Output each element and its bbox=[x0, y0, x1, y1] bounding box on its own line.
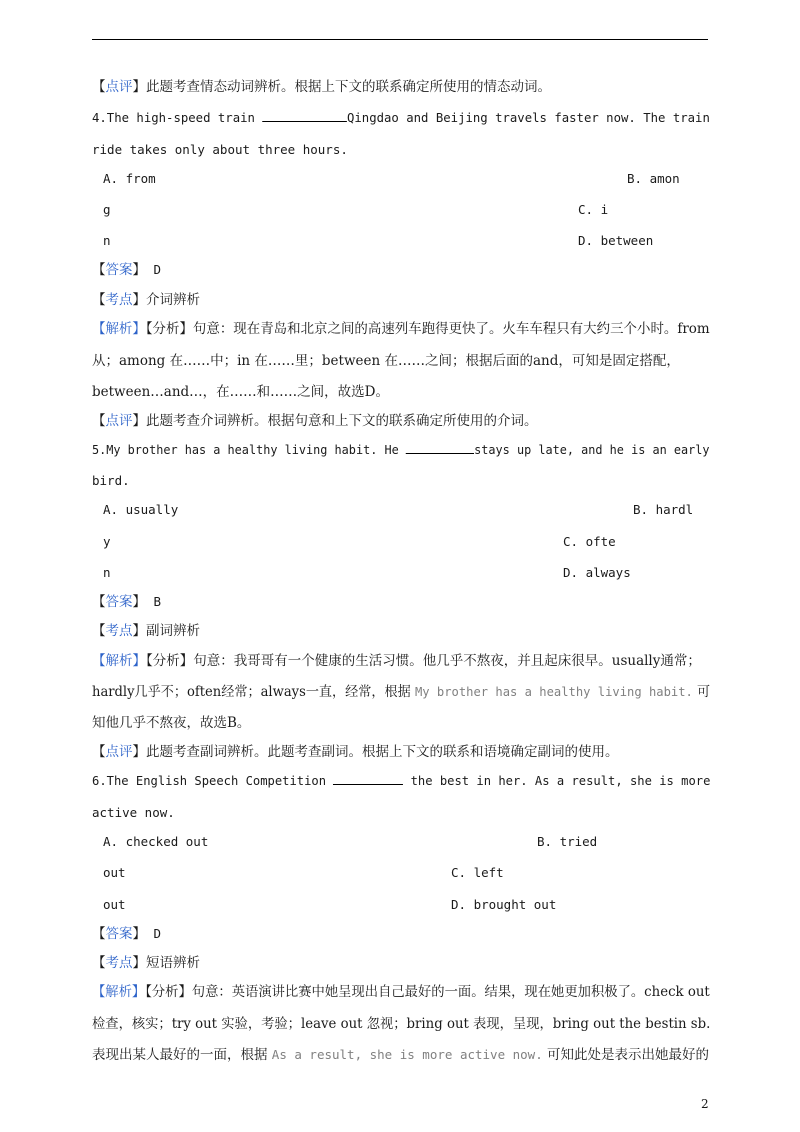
question-6-stem: 6.The English Speech Competition the best in her. As a result, she is more bbox=[92, 773, 711, 788]
analysis-line: between…and…，在……和……之间，故选D。 bbox=[92, 384, 389, 400]
topic-line: 【考点】副词辨析 bbox=[92, 623, 200, 639]
topic-line: 【考点】介词辨析 bbox=[92, 292, 200, 308]
answer-line: 【答案】 D bbox=[92, 262, 162, 278]
analysis-line: hardly几乎不；often经常；always一直，经常，根据 My brother has a healthy living habit. 可 bbox=[92, 684, 711, 700]
option-a: A. usually bbox=[103, 502, 179, 517]
option-d: D. always bbox=[563, 565, 631, 580]
option-c: C. i bbox=[578, 202, 609, 217]
question-5-stem: 5.My brother has a healthy living habit. He stays up late, and he is an early bbox=[92, 442, 710, 457]
analysis-line: 知他几乎不熬夜，故选B。 bbox=[92, 715, 251, 731]
answer-blank bbox=[406, 441, 474, 454]
review-line: 【点评】此题考查介词辨析。根据句意和上下文的联系确定所使用的介词。 bbox=[92, 413, 538, 429]
answer-blank bbox=[262, 109, 347, 122]
option-c-wrap: out bbox=[103, 897, 126, 912]
option-c-wrap: n bbox=[103, 233, 111, 248]
analysis-line: 【解析】【分析】句意：我哥哥有一个健康的生活习惯。他几乎不熬夜，并且起床很早。usually通常； bbox=[92, 653, 701, 669]
review-line-q3: 【点评】此题考查情态动词辨析。根据上下文的联系确定所使用的情态动词。 bbox=[92, 79, 551, 95]
option-c-wrap: n bbox=[103, 565, 111, 580]
option-b: B. amon bbox=[627, 171, 680, 186]
option-c: C. left bbox=[451, 865, 504, 880]
option-b-wrap: g bbox=[103, 202, 111, 217]
header-rule bbox=[92, 39, 708, 40]
option-c: C. ofte bbox=[563, 534, 616, 549]
analysis-line: 检查，核实；try out 实验，考验；leave out 忽视；bring out 表现，呈现，bring out the bestin sb. bbox=[92, 1016, 711, 1032]
analysis-line: 从；among 在……中；in 在……里；between 在……之间；根据后面的and，可知是固定搭配， bbox=[92, 353, 680, 369]
question-4-stem: 4.The high-speed train Qingdao and Beijing travels faster now. The train bbox=[92, 110, 710, 125]
option-b: B. hardl bbox=[633, 502, 694, 517]
topic-line: 【考点】短语辨析 bbox=[92, 955, 200, 971]
review-line: 【点评】此题考查副词辨析。此题考查副词。根据上下文的联系和语境确定副词的使用。 bbox=[92, 744, 619, 760]
analysis-line: 【解析】【分析】句意：现在青岛和北京之间的高速列车跑得更快了。火车车程只有大约三个小时。from bbox=[92, 321, 710, 337]
option-d: D. brought out bbox=[451, 897, 557, 912]
option-d: D. between bbox=[578, 233, 654, 248]
option-b-wrap: y bbox=[103, 534, 111, 549]
answer-line: 【答案】 B bbox=[92, 594, 162, 610]
analysis-line: 【解析】【分析】句意：英语演讲比赛中她呈现出自己最好的一面。结果，现在她更加积极了。check out bbox=[92, 984, 710, 1000]
question-6-stem-cont: active now. bbox=[92, 805, 175, 820]
question-4-stem-cont: ride takes only about three hours. bbox=[92, 142, 348, 157]
question-5-stem-cont: bird. bbox=[92, 473, 130, 488]
answer-blank bbox=[333, 772, 403, 785]
option-b: B. tried bbox=[537, 834, 598, 849]
option-a: A. from bbox=[103, 171, 156, 186]
option-b-wrap: out bbox=[103, 865, 126, 880]
analysis-line: 表现出某人最好的一面，根据 As a result, she is more active now. 可知此处是表示出她最好的 bbox=[92, 1047, 710, 1063]
page-number: 2 bbox=[701, 1097, 709, 1111]
answer-line: 【答案】 D bbox=[92, 926, 162, 942]
option-a: A. checked out bbox=[103, 834, 209, 849]
